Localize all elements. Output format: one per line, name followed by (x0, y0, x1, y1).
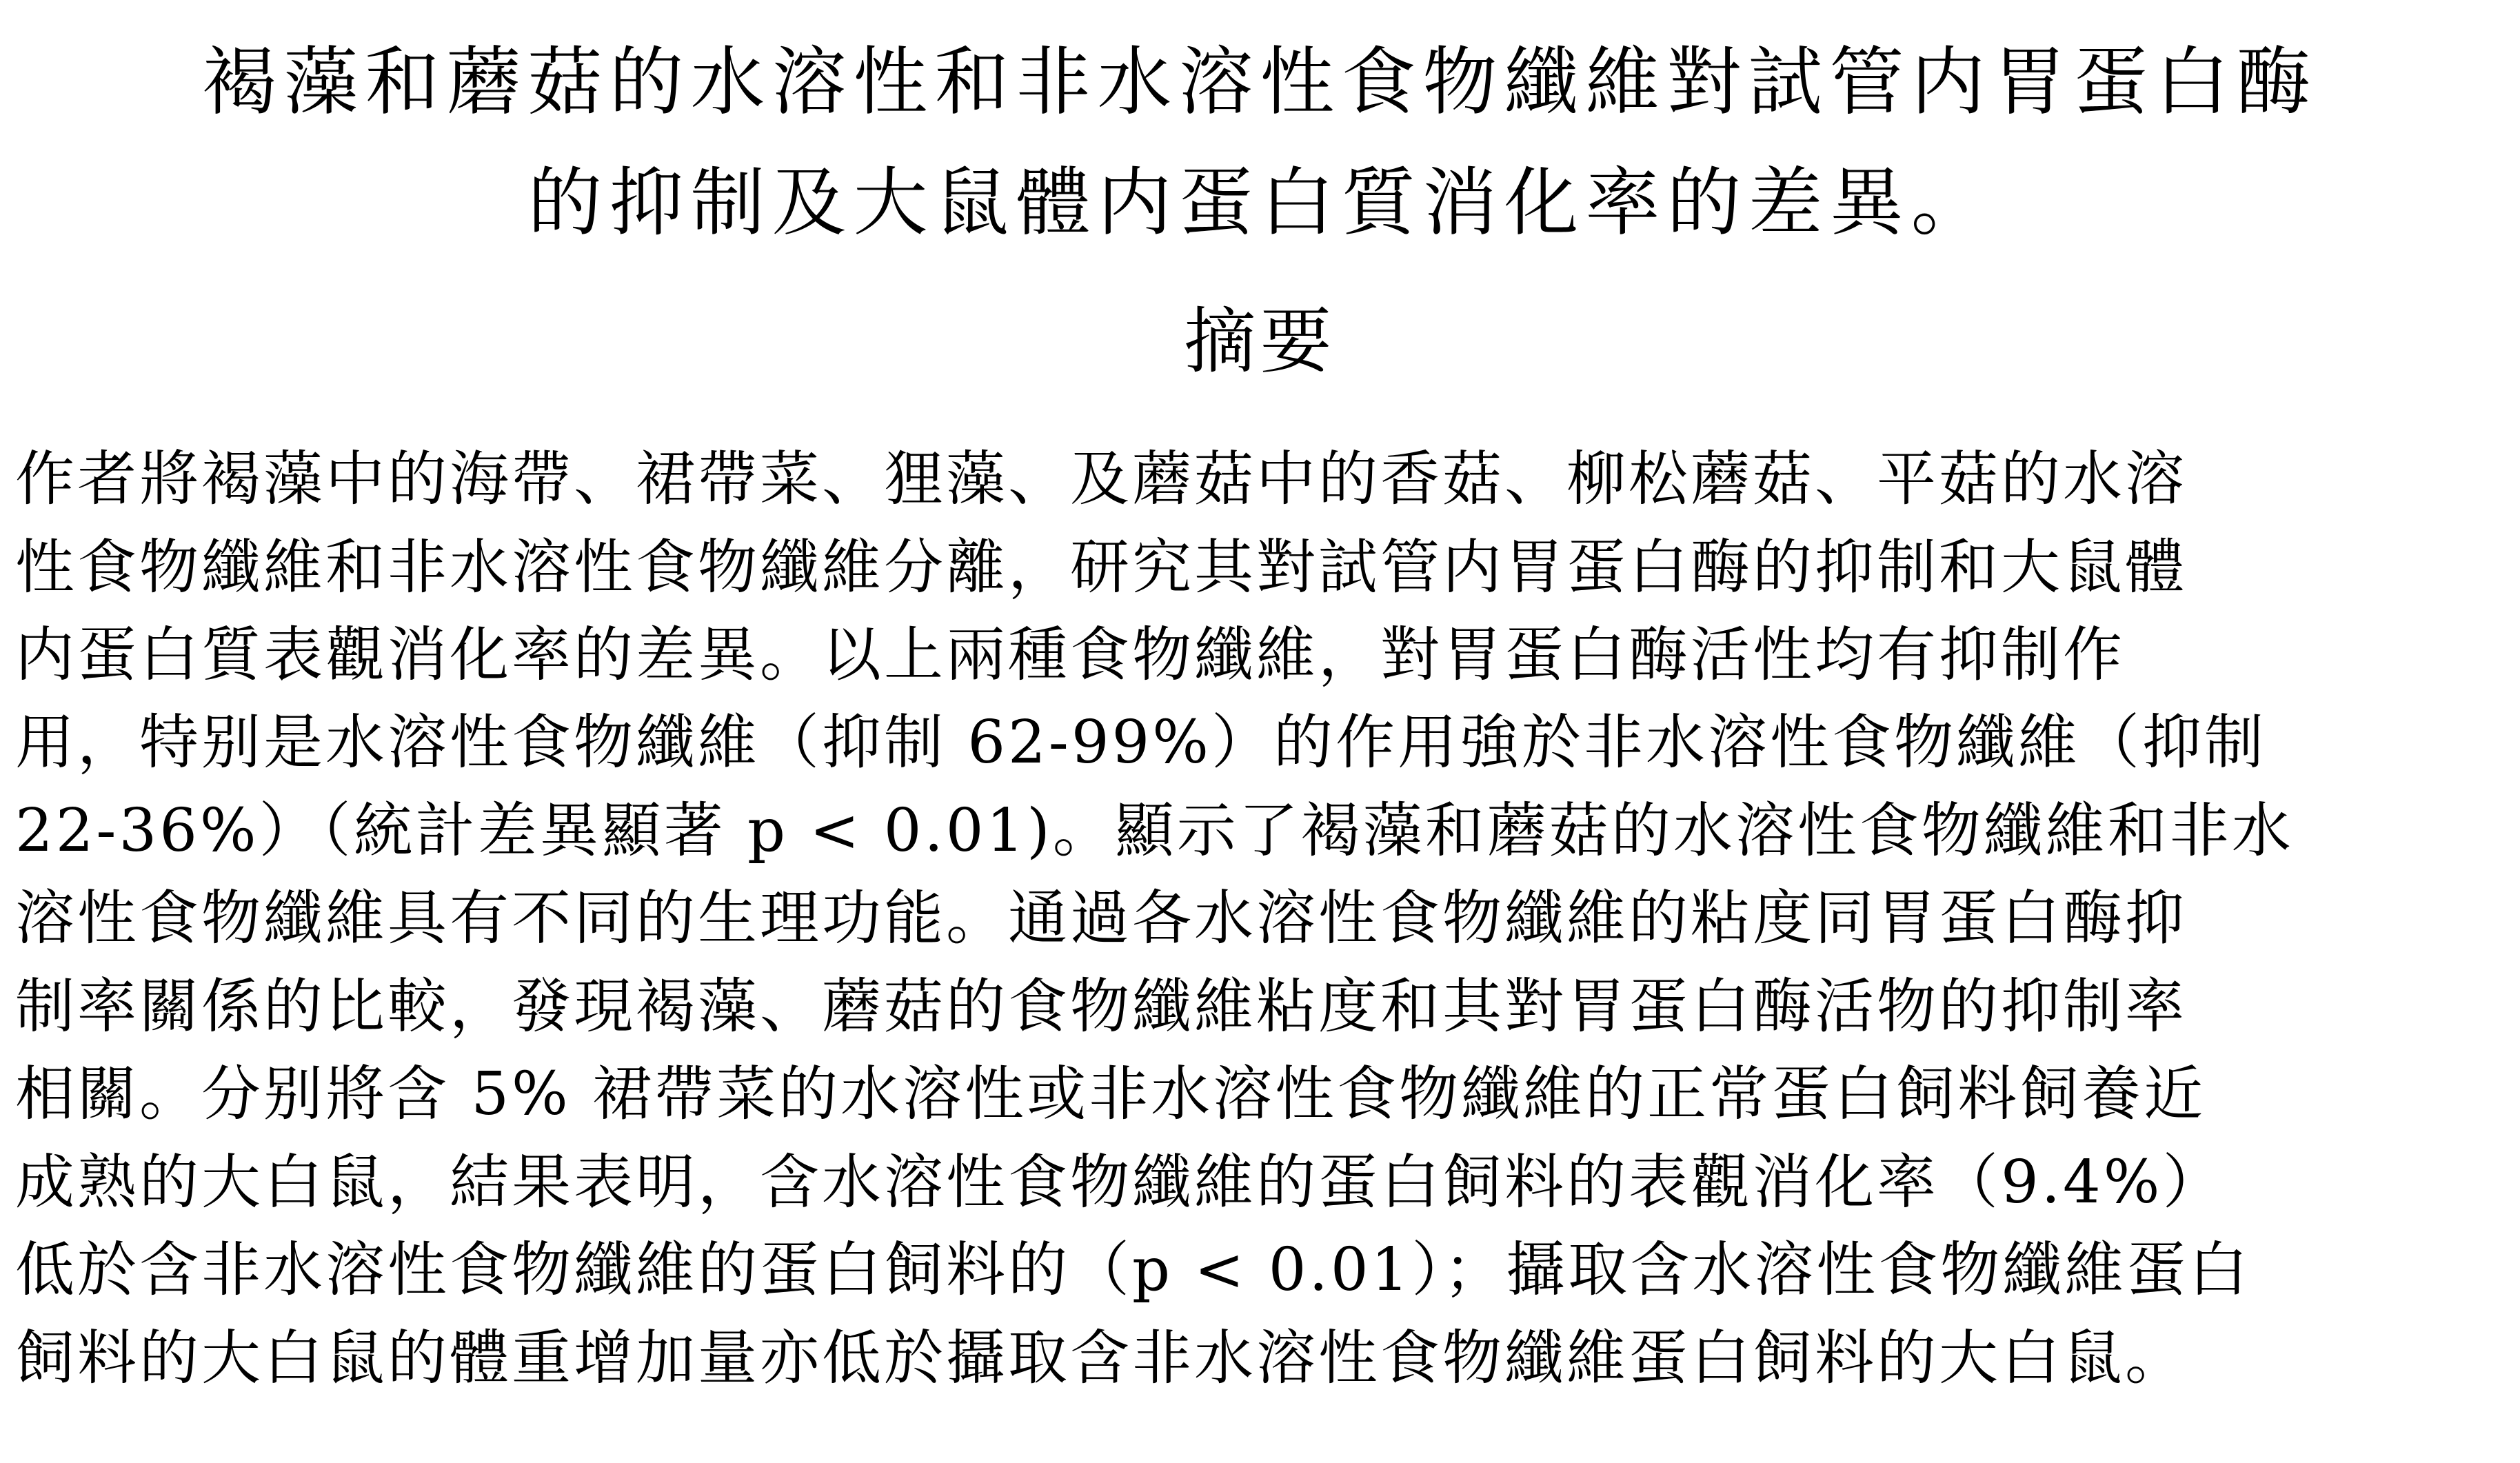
document-title-line-1: 褐藻和蘑菇的水溶性和非水溶性食物纖維對試管内胃蛋白酶 (202, 39, 2318, 125)
abstract-line: 作者將褐藻中的海帶、裙帶菜、狸藻、及蘑菇中的香菇、柳松蘑菇、平菇的水溶 (15, 445, 2187, 514)
abstract-line: 用，特别是水溶性食物纖維（抑制 62-99%）的作用強於非水溶性食物纖維（抑制 (15, 708, 2266, 777)
abstract-line: 相關。分别將含 5% 裙帶菜的水溶性或非水溶性食物纖維的正常蛋白飼料飼養近 (15, 1060, 2206, 1129)
abstract-line: 成熟的大白鼠，結果表明，含水溶性食物纖維的蛋白飼料的表觀消化率（9.4%） (15, 1148, 2225, 1217)
abstract-line: 性食物纖維和非水溶性食物纖維分離，研究其對試管内胃蛋白酶的抑制和大鼠體 (15, 533, 2187, 602)
abstract-heading: 摘要 (1184, 299, 1336, 383)
abstract-line: 飼料的大白鼠的體重增加量亦低於攝取含非水溶性食物纖維蛋白飼料的大白鼠。 (15, 1324, 2187, 1393)
abstract-line: 制率關係的比較，發現褐藻、蘑菇的食物纖維粘度和其對胃蛋白酶活物的抑制率 (15, 972, 2187, 1041)
abstract-line: 溶性食物纖維具有不同的生理功能。通過各水溶性食物纖維的粘度同胃蛋白酶抑 (15, 884, 2187, 953)
document-title-line-2: 的抑制及大鼠體内蛋白質消化率的差異。 (527, 160, 1993, 246)
abstract-line: 低於含非水溶性食物纖維的蛋白飼料的（p < 0.01）；攝取含水溶性食物纖維蛋白 (15, 1235, 2251, 1304)
abstract-line: 内蛋白質表觀消化率的差異。以上兩種食物纖維，對胃蛋白酶活性均有抑制作 (15, 620, 2125, 689)
abstract-line: 22-36%）（統計差異顯著 p < 0.01)。顯示了褐藻和蘑菇的水溶性食物纖維和非水 (15, 796, 2294, 865)
